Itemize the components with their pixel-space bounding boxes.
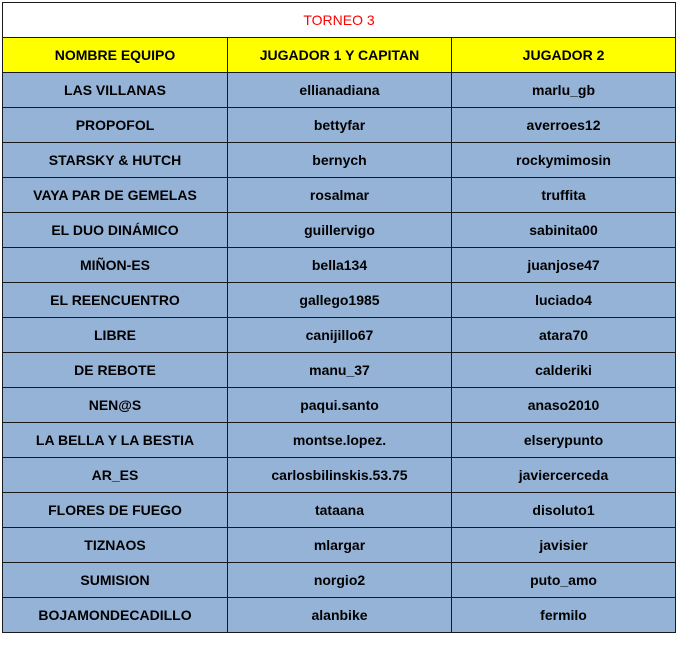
player-2-cell: puto_amo	[452, 563, 676, 598]
player-2-cell: rockymimosin	[452, 143, 676, 178]
player-2-cell: truffita	[452, 178, 676, 213]
header-team-name: NOMBRE EQUIPO	[3, 38, 228, 73]
team-name-cell: FLORES DE FUEGO	[3, 493, 228, 528]
table-title: TORNEO 3	[3, 3, 676, 38]
table-row	[3, 458, 676, 493]
player-2-cell: juanjose47	[452, 248, 676, 283]
team-name-cell: NEN@S	[3, 388, 228, 423]
table-row	[3, 598, 676, 633]
player-1-cell: alanbike	[228, 598, 452, 633]
title-row	[3, 3, 676, 38]
team-name-cell: EL DUO DINÁMICO	[3, 213, 228, 248]
player-2-cell: sabinita00	[452, 213, 676, 248]
player-2-cell: anaso2010	[452, 388, 676, 423]
team-name-cell: SUMISION	[3, 563, 228, 598]
table-row	[3, 353, 676, 388]
player-2-cell: calderiki	[452, 353, 676, 388]
player-1-cell: mlargar	[228, 528, 452, 563]
player-2-cell: averroes12	[452, 108, 676, 143]
team-name-cell: BOJAMONDECADILLO	[3, 598, 228, 633]
player-2-cell: javiercerceda	[452, 458, 676, 493]
player-1-cell: canijillo67	[228, 318, 452, 353]
table-row	[3, 388, 676, 423]
player-2-cell: disoluto1	[452, 493, 676, 528]
table-row	[3, 178, 676, 213]
player-1-cell: carlosbilinskis.53.75	[228, 458, 452, 493]
table-row	[3, 248, 676, 283]
header-row	[3, 38, 676, 73]
table-row	[3, 143, 676, 178]
table-row	[3, 108, 676, 143]
header-player-1-captain: JUGADOR 1 Y CAPITAN	[228, 38, 452, 73]
header-player-2: JUGADOR 2	[452, 38, 676, 73]
team-name-cell: EL REENCUENTRO	[3, 283, 228, 318]
player-1-cell: bella134	[228, 248, 452, 283]
team-name-cell: PROPOFOL	[3, 108, 228, 143]
tournament-table	[2, 2, 676, 633]
table-row	[3, 283, 676, 318]
player-2-cell: elserypunto	[452, 423, 676, 458]
player-1-cell: ellianadiana	[228, 73, 452, 108]
team-name-cell: LA BELLA Y LA BESTIA	[3, 423, 228, 458]
team-name-cell: TIZNAOS	[3, 528, 228, 563]
table-row	[3, 563, 676, 598]
table-row	[3, 493, 676, 528]
team-name-cell: MIÑON-ES	[3, 248, 228, 283]
table-row	[3, 73, 676, 108]
table-row	[3, 528, 676, 563]
player-1-cell: bettyfar	[228, 108, 452, 143]
player-2-cell: luciado4	[452, 283, 676, 318]
team-name-cell: AR_ES	[3, 458, 228, 493]
player-1-cell: manu_37	[228, 353, 452, 388]
player-1-cell: montse.lopez.	[228, 423, 452, 458]
player-1-cell: norgio2	[228, 563, 452, 598]
player-1-cell: rosalmar	[228, 178, 452, 213]
player-1-cell: paqui.santo	[228, 388, 452, 423]
player-2-cell: fermilo	[452, 598, 676, 633]
team-name-cell: DE REBOTE	[3, 353, 228, 388]
team-name-cell: LAS VILLANAS	[3, 73, 228, 108]
player-1-cell: tataana	[228, 493, 452, 528]
player-1-cell: bernych	[228, 143, 452, 178]
table-row	[3, 423, 676, 458]
player-1-cell: gallego1985	[228, 283, 452, 318]
player-1-cell: guillervigo	[228, 213, 452, 248]
team-name-cell: STARSKY & HUTCH	[3, 143, 228, 178]
table-row	[3, 318, 676, 353]
player-2-cell: atara70	[452, 318, 676, 353]
player-2-cell: javisier	[452, 528, 676, 563]
team-name-cell: VAYA PAR DE GEMELAS	[3, 178, 228, 213]
player-2-cell: marlu_gb	[452, 73, 676, 108]
team-name-cell: LIBRE	[3, 318, 228, 353]
table-row	[3, 213, 676, 248]
